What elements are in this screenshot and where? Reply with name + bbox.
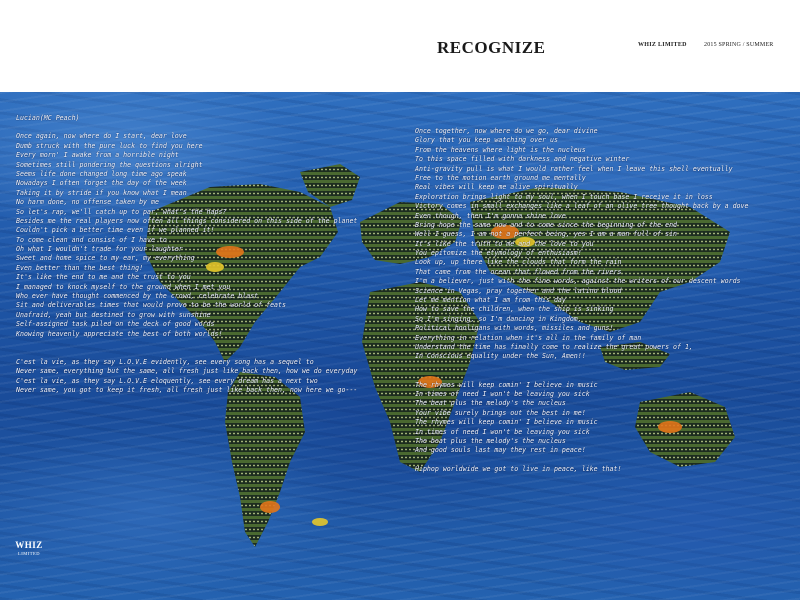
lyric-line: Unafraid, yeah but destined to grow with sunshine: [16, 310, 211, 319]
accent-yellow-3: [312, 518, 328, 526]
lyrics-left-column: [16, 114, 357, 395]
lyric-line: From the heavens where light is the nucleus: [415, 145, 586, 154]
lyric-line: Victory comes in small exchanges like a leaf of an olive tree thought back by a dove: [415, 202, 749, 211]
lyric-line: Besides me the real players now often all things considered on this side of the planet: [16, 216, 358, 225]
landmass-south-america: [225, 372, 305, 547]
accent-orange-4: [260, 501, 280, 513]
lyric-line: So I'm singing, so I'm dancing in Kingdom,: [415, 314, 582, 323]
lyric-line: Taking it by stride if you know what I mean: [16, 188, 187, 197]
lyric-line: Your vibe surely brings out the best in me!: [415, 408, 586, 417]
lyric-line: That came from the ocean that flowed from the rivers: [415, 267, 622, 276]
lyric-line: In times of need I won't be leaving you sick: [415, 427, 590, 436]
lyric-line: Sweet and home spice to my ear, my everything: [16, 254, 195, 263]
lyrics-right-column: [415, 127, 748, 474]
lyric-line: Real vibes will keep me alive spiritually: [415, 183, 578, 192]
logo-sub: LIMITED: [18, 551, 40, 556]
lyric-line: The beat plus the melody's the nucleus: [415, 436, 566, 445]
lyric-line: Glory that you keep watching over us: [415, 136, 558, 145]
lyric-line: Well I guess, I am not a perfect being, yes I am a man full of sin: [415, 230, 678, 239]
brand-label: WHIZ LIMITED: [638, 42, 687, 48]
lyric-line: So let's rap, we'll catch up to par, what's the haps?: [16, 207, 227, 216]
lyric-line: Sit and deliverables times that would prove to be the world of feats: [16, 301, 286, 310]
lyric-line: No harm done, no offense taken by me: [16, 198, 159, 207]
stanza-gap: [415, 456, 748, 465]
page-title: RECOGNIZE: [437, 38, 546, 57]
lyric-line: Exploration brings light to my soul, when I touch base I receive it in loss: [415, 192, 713, 201]
lyric-line: Look up, up there like the clouds that form the rain: [415, 258, 622, 267]
lyric-line: Never same, you got to keep it fresh, all fresh just like back then, now here we go---: [16, 385, 358, 394]
header-band: [0, 0, 800, 92]
lyric-line: Never same, everything but the same, all fresh just like back then, how we do everyday: [16, 367, 358, 376]
lyric-line: Hiphop worldwide we got to live in peace, like that!: [415, 465, 622, 474]
ocean-background: [0, 92, 800, 600]
season-label: 2015 SPRING / SUMMER: [704, 42, 774, 48]
logo-mark: WHIZ: [15, 540, 43, 550]
lyric-line: Political hooligans with words, missiles and guns!: [415, 324, 614, 333]
lyric-line: The beat plus the melody's the nucleus: [415, 399, 566, 408]
lyric-line: Even though, then I'm gonna shine love: [415, 211, 566, 220]
lyric-line: Couldn't pick a better time even if we planned it!: [16, 226, 215, 235]
stanza-gap: [16, 348, 357, 357]
lyric-line: And good souls last may they rest in peace!: [415, 446, 586, 455]
lyric-line: Oh what I wouldn't trade for your laughter: [16, 245, 183, 254]
lyric-line: The rhymes will keep comin' I believe in music: [415, 380, 598, 389]
lyric-line: Everything in relation when it's all in the family of man: [415, 333, 642, 342]
lyric-line: C'est la vie, as they say L.O.V.E eloquently, see every dream has a next two: [16, 376, 318, 385]
lyric-line: I managed to knock myself to the ground when I met you: [16, 282, 231, 291]
stanza-gap: [16, 339, 357, 348]
lyric-line: You epitomize the etymology of enthusiasm!: [415, 249, 582, 258]
lyric-line: It's like the truth to me and the love to you: [415, 239, 594, 248]
lyric-line: Knowing heavenly appreciate the best of both worlds!: [16, 329, 223, 338]
lyric-line: To this space filled with darkness and negative winter: [415, 155, 630, 164]
lyric-line: In times of need I won't be leaving you sick: [415, 389, 590, 398]
lyric-line: Who ever have thought commenced by the crowd, celebrate blast: [16, 292, 259, 301]
lyric-line: Seems life done changed long time ago speak: [16, 169, 187, 178]
lyric-line: Let me mention what I am from this day: [415, 296, 566, 305]
whiz-limited-logo: [14, 540, 44, 556]
lyric-line: Understand the time has finally come to realize the great powers of 1,: [415, 342, 693, 351]
lyric-line: Even better than the best thing!: [16, 263, 144, 272]
lyric-line: Nowadays I often forget the day of the week: [16, 179, 187, 188]
lyric-line: Every morn' I awake from a horrible night: [16, 151, 179, 160]
lyric-line: It's like the end to me and the trust to you: [16, 273, 191, 282]
lyric-line: Sometimes still pondering the questions alright: [16, 160, 203, 169]
lyric-line: I'm a believer, just with the fine words, against the writers of our descent words: [415, 277, 741, 286]
lyric-line: Dumb struck with the pure luck to find you here: [16, 141, 203, 150]
lyric-line: How to save the children, when the ship is sinking: [415, 305, 614, 314]
lyric-line: C'est la vie, as they say L.O.V.E evidently, see every song has a sequel to: [16, 357, 314, 366]
lyric-line: Science in Vegas, pray together and the latino blood: [415, 286, 622, 295]
lyric-line: Once together, now where do we go, dear divine: [415, 127, 598, 135]
lyric-line: Bring hope the same now and to come since the beginning of the end: [415, 220, 678, 229]
lyric-line: Once again, now where do I start, dear love: [16, 132, 187, 141]
stanza-gap: [415, 362, 748, 371]
lyric-line: Free to the motion earth ground me mentally: [415, 173, 586, 182]
lyric-line: Self-assigned task piled on the deck of good words: [16, 320, 215, 329]
stanza-gap: [415, 371, 748, 380]
lyric-line: In Conscious equality under the Sun, Amen!!: [415, 352, 586, 361]
lyric-line: The rhymes will keep comin' I believe in music: [415, 418, 598, 427]
lyric-line: To come clean and consist of I have to: [16, 235, 167, 244]
lyrics-heading: Lucian(MC Peach): [16, 114, 80, 122]
lyric-line: Anti-gravity pull is what I would rather feel when I leave this shell eventually: [415, 164, 733, 173]
